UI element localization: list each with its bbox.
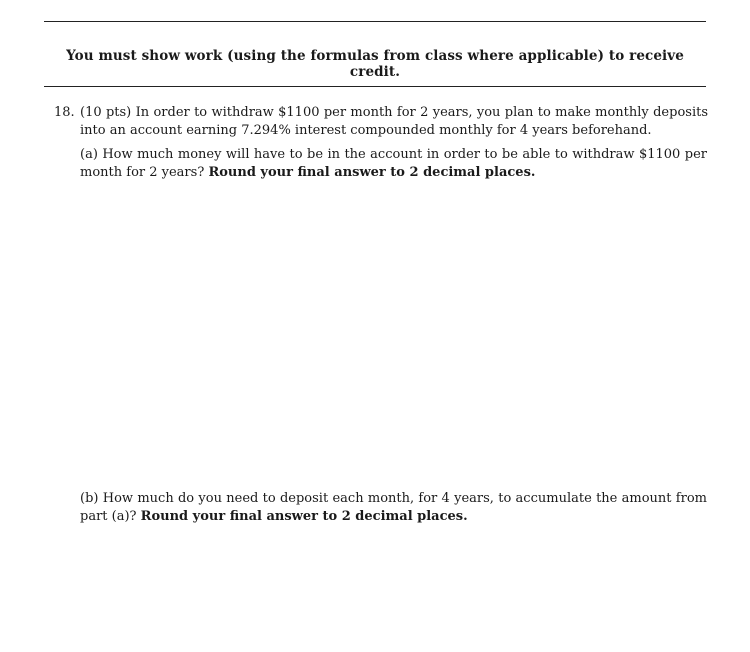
part-b: [80, 490, 707, 526]
instructions-banner: You must show work (using the formulas from class where applicable) to receive credit.: [66, 48, 684, 80]
bottom-rule: [44, 86, 706, 87]
top-rule: [44, 21, 706, 22]
problem-statement: (10 pts) In order to withdraw $1100 per month for 2 years, you plan to make monthly deposits into an account earning 7.294% interest compounded monthly for 4 years beforehand.: [80, 105, 708, 138]
part-a-question: (a) How much money will have to be in the account in order to be able to withdraw $1100 per month for 2 years?: [80, 147, 707, 180]
part-b-question: (b) How much do you need to deposit each month, for 4 years, to accumulate the amount from part (a)?: [80, 491, 707, 524]
part-b-rounding-instruction: Round your final answer to 2 decimal places.: [140, 509, 468, 524]
problem-18: [54, 104, 708, 140]
problem-number: 18.: [54, 105, 75, 120]
part-a: [80, 146, 707, 182]
part-a-rounding-instruction: Round your final answer to 2 decimal places.: [208, 165, 536, 180]
